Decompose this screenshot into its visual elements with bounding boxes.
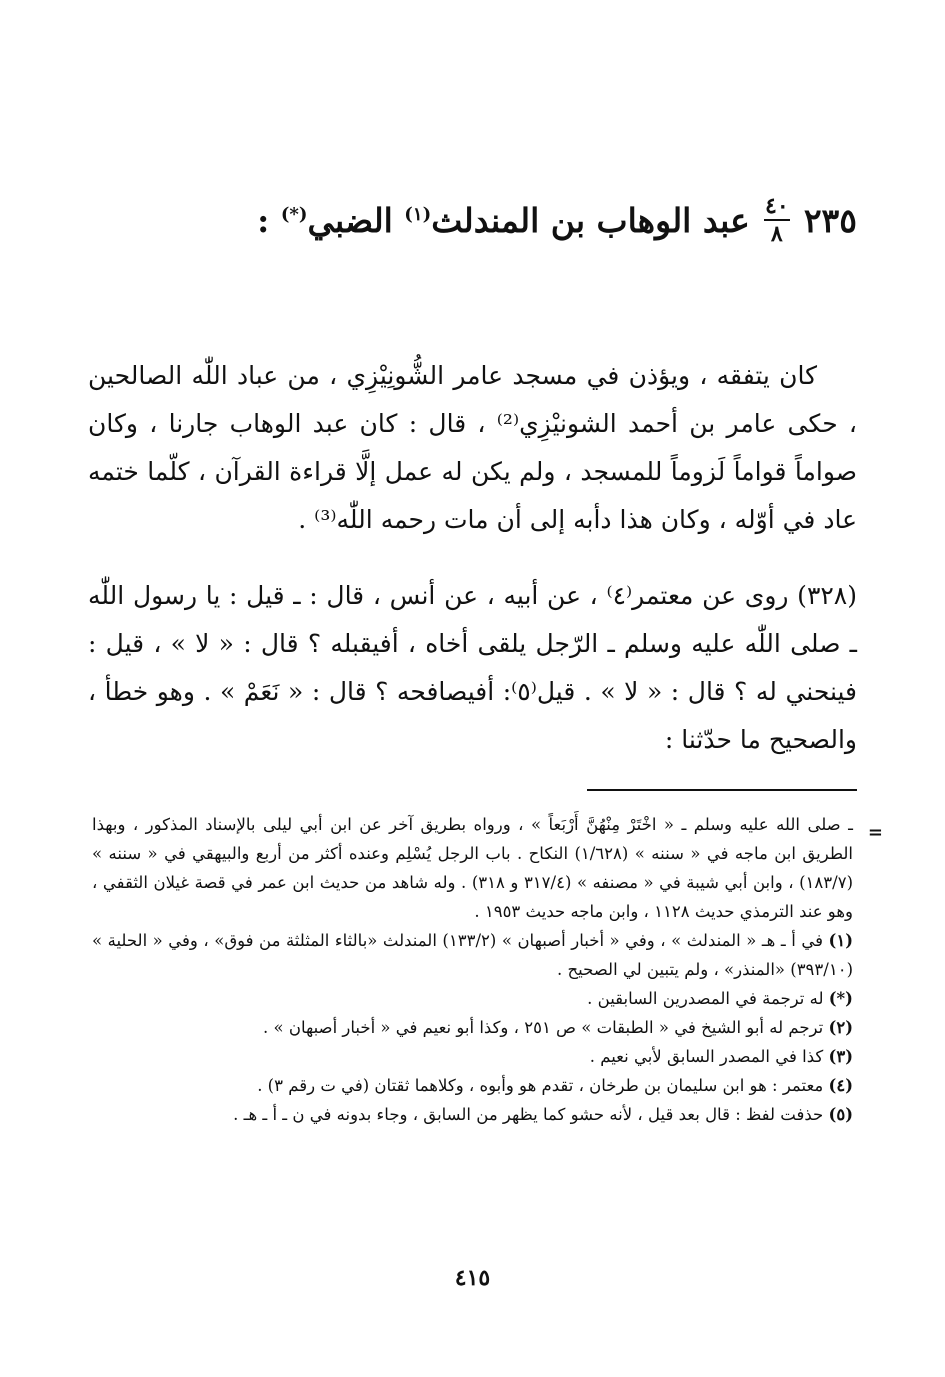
continuation-mark: = [867,822,883,843]
entry-name: عبد الوهاب بن المندلث [431,200,750,240]
fraction-top: ٤٠ [765,193,789,219]
entry-name-suffix: الضبي [307,200,405,240]
footnote-5 [92,1100,853,1129]
footnote-number: (١) [828,931,853,950]
footnote-text: معتمر : هو ابن سليمان بن طرخان ، تقدم هو وأبوه ، وكلاهما ثقتان (في ت رقم ٣) . [257,1076,824,1095]
footnote-continuation [92,810,883,926]
entry-fraction [764,195,790,245]
page-number: ٤١٥ [454,1265,491,1291]
footnote-number: (٥) [828,1105,853,1124]
footnote-text: ترجم له أبو الشيخ في « الطبقات » ص ٢٥١ ، وكذا أبو نعيم في « أخبار أصبهان » . [263,1018,824,1037]
fraction-bottom: ٨ [770,221,783,247]
footnote-text: كذا في المصدر السابق لأبي نعيم . [589,1047,824,1066]
biography-paragraph: كان يتفقه ، ويؤذن في مسجد عامر الشُّونِيْزِي ، من عباد اللّٰه الصالحين ، حكى عامر بن أحمد الشونيْزِي⁽²⁾ ، قال : كان عبد الوهاب جارنا ، وكان صواماً قواماً لَزوماً للمسجد ، ولم يكن له عمل إلَّا قراءة القرآن ، كلّما ختمه عاد في أوّله ، وكان هذا دأبه إلى أن مات رحمه اللّٰه⁽³⁾ . [88,361,857,534]
footnote-4 [92,1071,853,1100]
footnote-2 [92,1013,853,1042]
footnote-ref-star: (*) [280,203,308,225]
footnote-text: له ترجمة في المصدرين السابقين . [587,989,824,1008]
continuation-text: ـ صلى الله عليه وسلم ـ « اخْتَرْ مِنْهُنَّ أَرْبَعاً » ، ورواه بطريق آخر عن ابن أبي ليلى بالإسناد المذكور ، وبهذا الطريق ابن ماجه في « سننه » (١/٦٢٨) النكاح . باب الرجل يُسْلِم وعنده أكثر من أربع والبيهقي في « سننه » (١٨٣/٧) ، وابن أبي شيبة في « مصنفه » (٣١٧/٤ و ٣١٨) . وله شاهد من حديث ابن عمر في قصة غيلان الثقفي ، وهو عند الترمذي حديث ١١٢٨ ، وابن ماجه حديث ١٩٥٣ . [92,815,853,921]
footnote-1 [92,926,853,984]
footnote-number: (٣) [828,1047,853,1066]
footnotes-section [92,810,883,1129]
entry-title [257,201,750,240]
footnote-number: (*) [828,989,853,1008]
footnote-number: (٤) [828,1076,853,1095]
entry-colon: : [257,200,281,240]
hadith-paragraph: (٣٢٨) روى عن معتمر⁽٤⁾ ، عن أبيه ، عن أنس ، قال : ـ قيل : يا رسول اللّٰه ـ صلى اللّٰه عليه وسلم ـ الرّجل يلقى أخاه ، أفيقبله ؟ قال : « لا » ، قيل : فينحني له ؟ قال : « لا » . قيل⁽٥⁾: أفيصافحه ؟ قال : « نَعَمْ » . وهو خطأ ، والصحيح ما حدّثنا : [88,581,858,754]
footnote-separator [587,789,857,791]
entry-number: ٢٣٥ [803,200,857,240]
footnote-text: في أ ـ هـ « المندلث » ، وفي « أخبار أصبهان » (١٣٣/٢) المندلث «بالثاء المثلثة من فوق» ، وفي « الحلية » (٣٩٣/١٠) «المنذر» ، ولم يتبين لي الصحيح . [92,931,853,979]
footnote-ref-1: (١) [404,203,432,225]
footnote-number: (٢) [828,1018,853,1037]
footnote-text: حذفت لفظ : قال بعد قيل ، لأنه حشو كما يظهر من السابق ، وجاء بدونه في ن ـ أ ـ هـ . [233,1105,824,1124]
footnote-star [92,984,853,1013]
footnote-3 [92,1042,853,1071]
entry-heading [257,193,857,247]
